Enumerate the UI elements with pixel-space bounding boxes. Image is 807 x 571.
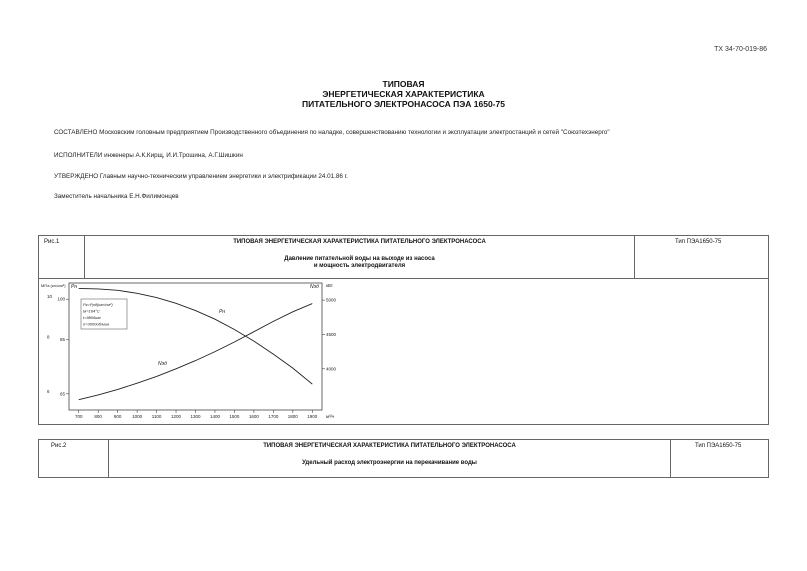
figure-2-title: ТИПОВАЯ ЭНЕРГЕТИЧЕСКАЯ ХАРАКТЕРИСТИКА ПИТАТЕЛЬНОГО ЭЛЕКТРОНАСОСА [263,443,516,449]
document-code: ТХ 34-70-019-86 [714,46,767,53]
figure-2 [38,439,769,478]
x-tick-label: 1600 [248,414,259,419]
right-tick-label: 5000 [326,297,337,303]
pressure-power-chart [39,279,768,424]
series-label: Рн [218,309,226,316]
right-tick-label: 4000 [326,366,337,372]
figure-1-title-cell [85,236,635,278]
title-line-3: ПИТАТЕЛЬНОГО ЭЛЕКТРОНАСОСА ПЭА 1650-75 [302,99,505,109]
x-tick-label: 1100 [151,414,162,419]
x-tick-label: 1400 [209,414,220,419]
composed-paragraph: СОСТАВЛЕНО Московским головным предприятием Производственного объединения по наладке, совершенствованию технологии и эксплуатации электростанций и сетей "Союзтехэнерго" [54,129,610,136]
left-tick-label: 85 [59,337,65,343]
figure-1 [38,235,769,425]
figure-1-header [39,236,768,278]
figure-2-subtitle: Удельный расход электроэнергии на перекачивание воды [302,460,477,466]
figure-1-subtitle-1: Давление питательной воды на выходе из насоса [284,256,435,262]
x-tick-label: 1500 [229,414,240,419]
title-line-1: ТИПОВАЯ [382,79,425,89]
x-tick-label: 1900 [307,414,318,419]
x-tick-label: 1700 [268,414,279,419]
series-label: Nэд [158,360,167,367]
figure-2-type: Тип ПЭА1650-75 [695,443,742,449]
x-tick-label: 1300 [190,414,201,419]
x-tick-label: 700 [74,414,83,419]
legend-entry: Рк=Ррд(кгс/см²) [83,302,113,307]
left-tick-label-mpa: 8 [47,334,50,340]
x-tick-label: 1200 [171,414,182,419]
x-tick-label: 1000 [132,414,143,419]
figure-1-subtitle-2: и мощность электродвигателя [313,263,406,269]
chart-area [39,278,768,424]
figure-2-title-cell [109,440,671,477]
right-tick-label: 4500 [326,331,337,337]
right-axis-symbol: Nэд [310,284,319,290]
figure-1-title: ТИПОВАЯ ЭНЕРГЕТИЧЕСКАЯ ХАРАКТЕРИСТИКА ПИТАТЕЛЬНОГО ЭЛЕКТРОНАСОСА [233,239,486,245]
legend-entry: tв=164°С [83,308,100,314]
left-axis-symbol: Рн [71,284,78,290]
left-axis-unit: МПа (кгс/см²) [41,283,66,288]
left-tick-label: 65 [59,391,65,397]
executors-paragraph: ИСПОЛНИТЕЛИ инженеры А.К.Кирщ, И.И.Трошина, А.Г.Шишкин [54,152,243,159]
figure-1-label: Рис.1 [39,236,85,278]
figure-2-header [39,440,768,477]
right-axis-unit: кВт [326,283,333,288]
x-tick-label: 1800 [287,414,298,419]
x-tick-label: 800 [94,414,102,419]
approved-paragraph: УТВЕРЖДЕНО Главным научно-техническим управлением энергетики и электрификации 24.01.86 г. [54,173,348,180]
document-title [0,79,807,109]
x-tick-label: 900 [113,414,122,419]
title-line-2: ЭНЕРГЕТИЧЕСКАЯ ХАРАКТЕРИСТИКА [322,89,485,99]
left-tick-label: 100 [57,296,65,302]
figure-2-label: Рис.2 [39,440,109,477]
deputy-paragraph: Заместитель начальника Е.Н.Филимонцев [54,193,179,200]
left-tick-label-mpa: 10 [47,294,53,300]
figure-1-type: Тип ПЭА1650-75 [675,239,722,245]
left-tick-label-mpa: 6 [47,388,50,394]
legend-entry: n=3000об/мин [83,321,110,327]
legend-entry: t=9806кгс [83,315,102,320]
x-unit-label: м³/ч [326,414,335,419]
